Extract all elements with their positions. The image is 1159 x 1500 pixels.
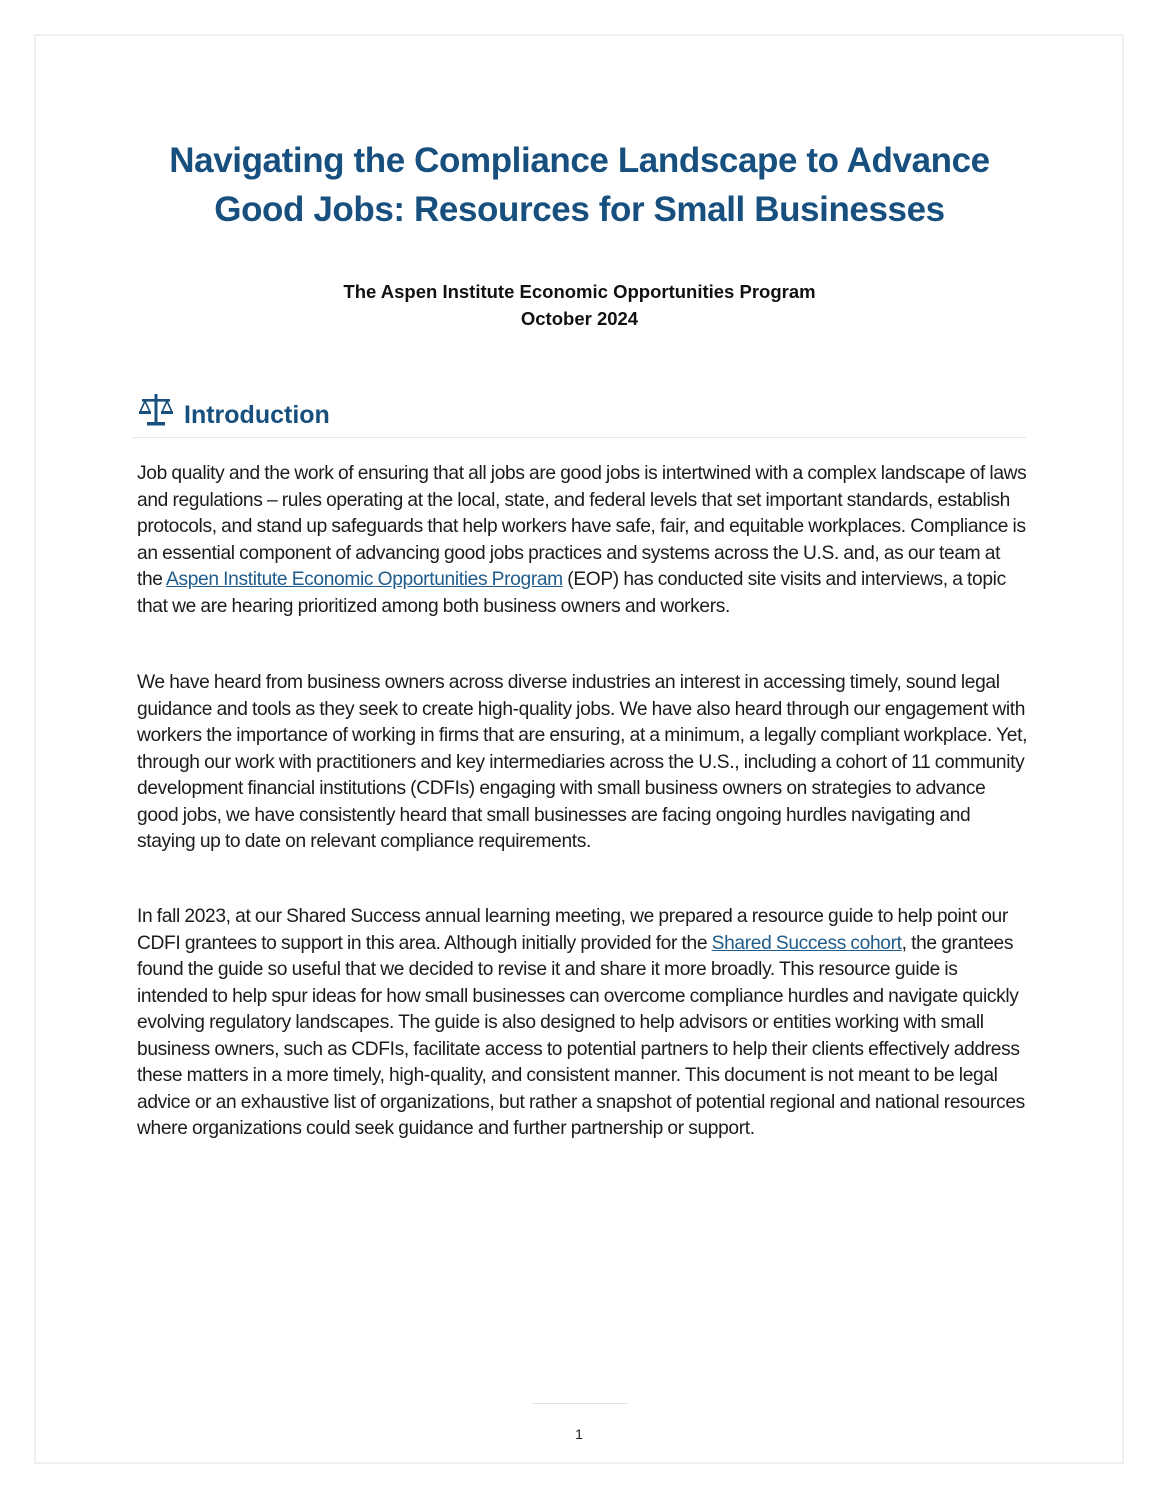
- title-line-1: Navigating the Compliance Landscape to Advance: [169, 141, 990, 180]
- shared-success-cohort-link[interactable]: Shared Success cohort: [711, 932, 902, 954]
- aspen-eop-link[interactable]: Aspen Institute Economic Opportunities Program: [166, 569, 563, 590]
- paragraph-text: , the grantees found the guide so useful that we decided to revise it and share it more broadly. This resource guide is intended to help spur ideas for how small businesses can overcome compliance hurdles and navigate quickly evolving regulatory landscapes. The guide is also designed to help advisors or entities working with small business owners, such as CDFIs, facilitate access to potential partners to help their clients effectively address these matters in a more timely, high-quality, and consistent manner. This document is not meant to be legal advice or an exhaustive list of organizations, but rather a snapshot of potential regional and national resources where organizations could seek guidance and further partnership or support.: [137, 932, 1025, 1139]
- scale-of-justice-icon: [138, 392, 174, 430]
- intro-paragraph-1: [137, 461, 1029, 620]
- footer-divider: [533, 1403, 627, 1404]
- section-heading: [138, 380, 330, 430]
- document-title: [60, 136, 1099, 234]
- document-byline: [60, 278, 1099, 332]
- intro-paragraph-2: We have heard from business owners across diverse industries an interest in accessing timely, sound legal guidance and tools as they seek to create high-quality jobs. We have also heard through our engagement with workers the importance of working in firms that are ensuring, at a minimum, a legally compliant workplace. Yet, through our work with practitioners and key intermediaries across the U.S., including a cohort of 11 community development financial institutions (CDFIs) engaging with small business owners on strategies to advance good jobs, we have consistently heard that small businesses are facing ongoing hurdles navigating and staying up to date on relevant compliance requirements.: [137, 672, 1028, 852]
- paragraph-text: (EOP) has conducted site visits and interviews, a topic that we are hearing prioritized among both business owners and workers.: [137, 569, 1006, 617]
- paragraph-text: Job quality and the work of ensuring that all jobs are good jobs is intertwined with a complex landscape of laws and regulations – rules operating at the local, state, and federal levels that set important standards, establish protocols, and stand up safeguards that help workers have safe, fair, and equitable workplaces. Compliance is an essential component of advancing good jobs practices and systems across the U.S. and, as our team at the: [137, 463, 1027, 590]
- section-title: Introduction: [184, 401, 330, 429]
- page-number: 1: [575, 1426, 583, 1442]
- title-line-2: Good Jobs: Resources for Small Businesses: [214, 190, 945, 229]
- organization-name: The Aspen Institute Economic Opportunities Program: [343, 281, 816, 302]
- section-divider: [132, 437, 1026, 438]
- publication-date: October 2024: [520, 308, 639, 329]
- paragraph-text: In fall 2023, at our Shared Success annual learning meeting, we prepared a resource guide to help point our CDFI grantees to support in this area. Although initially provided for the: [137, 906, 1008, 954]
- intro-paragraph-3: [137, 904, 1029, 1143]
